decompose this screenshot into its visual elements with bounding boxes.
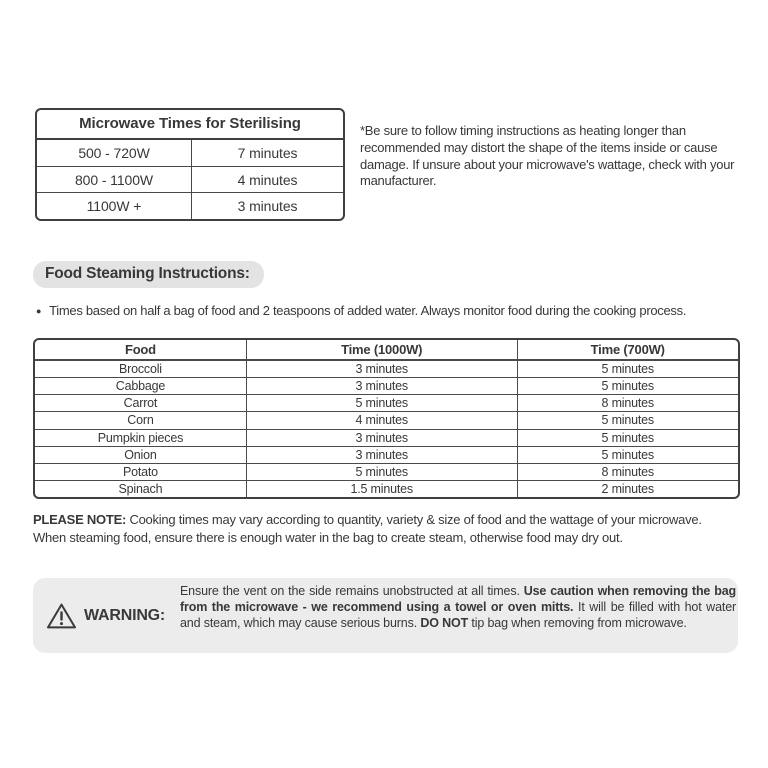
- warning-box: [33, 578, 738, 653]
- time-700w-cell: 8 minutes: [517, 395, 738, 411]
- time-700w-cell: 2 minutes: [517, 481, 738, 497]
- time-700w-cell: 5 minutes: [517, 447, 738, 463]
- food-cell: Potato: [122, 464, 158, 479]
- time-1000w-cell: 3 minutes: [246, 430, 517, 446]
- time-cell: 4 minutes: [191, 167, 343, 193]
- time-700w-cell: 5 minutes: [517, 378, 738, 394]
- time-1000w-cell: 1.5 minutes: [246, 481, 517, 497]
- steaming-bullet-text: Times based on half a bag of food and 2 teaspoons of added water. Always monitor food during the cooking process.: [49, 303, 687, 318]
- time-1000w-cell: 5 minutes: [246, 395, 517, 411]
- table-row: [35, 480, 738, 497]
- warning-text: [180, 584, 736, 632]
- sterilising-table: [35, 108, 345, 221]
- steaming-bullet-note: [36, 303, 756, 318]
- column-header-time-1000w: Time (1000W): [246, 340, 517, 359]
- table-row: [35, 446, 738, 463]
- please-note: [33, 511, 733, 546]
- table-header-row: [35, 340, 738, 360]
- please-note-label: PLEASE NOTE:: [33, 512, 127, 527]
- warning-text-segment: DO NOT: [420, 615, 469, 630]
- food-steaming-table: [33, 338, 740, 499]
- time-1000w-cell: 4 minutes: [246, 412, 517, 428]
- table-row: [37, 140, 343, 166]
- steaming-heading: Food Steaming Instructions:: [33, 261, 264, 288]
- warning-text-segment: tip bag when removing from microwave.: [468, 615, 687, 630]
- food-cell: Onion: [124, 447, 157, 462]
- time-cell: 3 minutes: [191, 193, 343, 219]
- time-700w-cell: 5 minutes: [517, 430, 738, 446]
- time-1000w-cell: 5 minutes: [246, 464, 517, 480]
- table-row: [35, 394, 738, 411]
- food-cell: Pumpkin pieces: [97, 430, 184, 445]
- wattage-cell: 1100W +: [86, 198, 142, 215]
- wattage-note: *Be sure to follow timing instructions as heating longer than recommended may distort the shape of the items inside or cause damage. If unsure about your microwave's wattage, check with your manufacturer.: [360, 123, 735, 189]
- table-row: [35, 429, 738, 446]
- food-cell: Spinach: [118, 481, 163, 496]
- column-header-food: Food: [124, 342, 156, 357]
- warning-label-group: [46, 578, 165, 653]
- sterilising-table-title: Microwave Times for Sterilising: [37, 110, 343, 140]
- bullet-icon: ●: [36, 305, 42, 316]
- time-1000w-cell: 3 minutes: [246, 447, 517, 463]
- food-cell: Corn: [127, 413, 154, 428]
- food-cell: Cabbage: [115, 379, 166, 394]
- table-row: [35, 411, 738, 428]
- time-cell: 7 minutes: [191, 140, 343, 166]
- table-row: [37, 192, 343, 219]
- please-note-text: Cooking times may vary according to quantity, variety & size of food and the wattage of your microwave. When steaming food, ensure there is enough water in the bag to create steam, otherwise food may dry out.: [33, 512, 702, 545]
- table-row: [35, 360, 738, 377]
- food-cell: Carrot: [123, 396, 158, 411]
- warning-triangle-icon: [46, 602, 77, 630]
- table-row: [37, 166, 343, 193]
- time-1000w-cell: 3 minutes: [246, 361, 517, 377]
- food-cell: Broccoli: [119, 362, 162, 377]
- time-1000w-cell: 3 minutes: [246, 378, 517, 394]
- time-700w-cell: 5 minutes: [517, 361, 738, 377]
- table-row: [35, 377, 738, 394]
- warning-text-segment: Ensure the vent on the side remains unobstructed at all times.: [180, 584, 524, 598]
- warning-label: WARNING:: [84, 606, 166, 624]
- time-700w-cell: 5 minutes: [517, 412, 738, 428]
- wattage-cell: 800 - 1100W: [74, 171, 154, 188]
- warning-text-segment: Use caution when removing the bag from the microwave - we recommend using a towel or oven mitts.: [180, 584, 736, 614]
- warning-text-segment: It will be filled with hot water and steam, which may cause serious burns.: [180, 599, 737, 630]
- table-row: [35, 463, 738, 480]
- time-700w-cell: 8 minutes: [517, 464, 738, 480]
- wattage-cell: 500 - 720W: [78, 144, 150, 161]
- column-header-time-700w: Time (700W): [517, 340, 738, 359]
